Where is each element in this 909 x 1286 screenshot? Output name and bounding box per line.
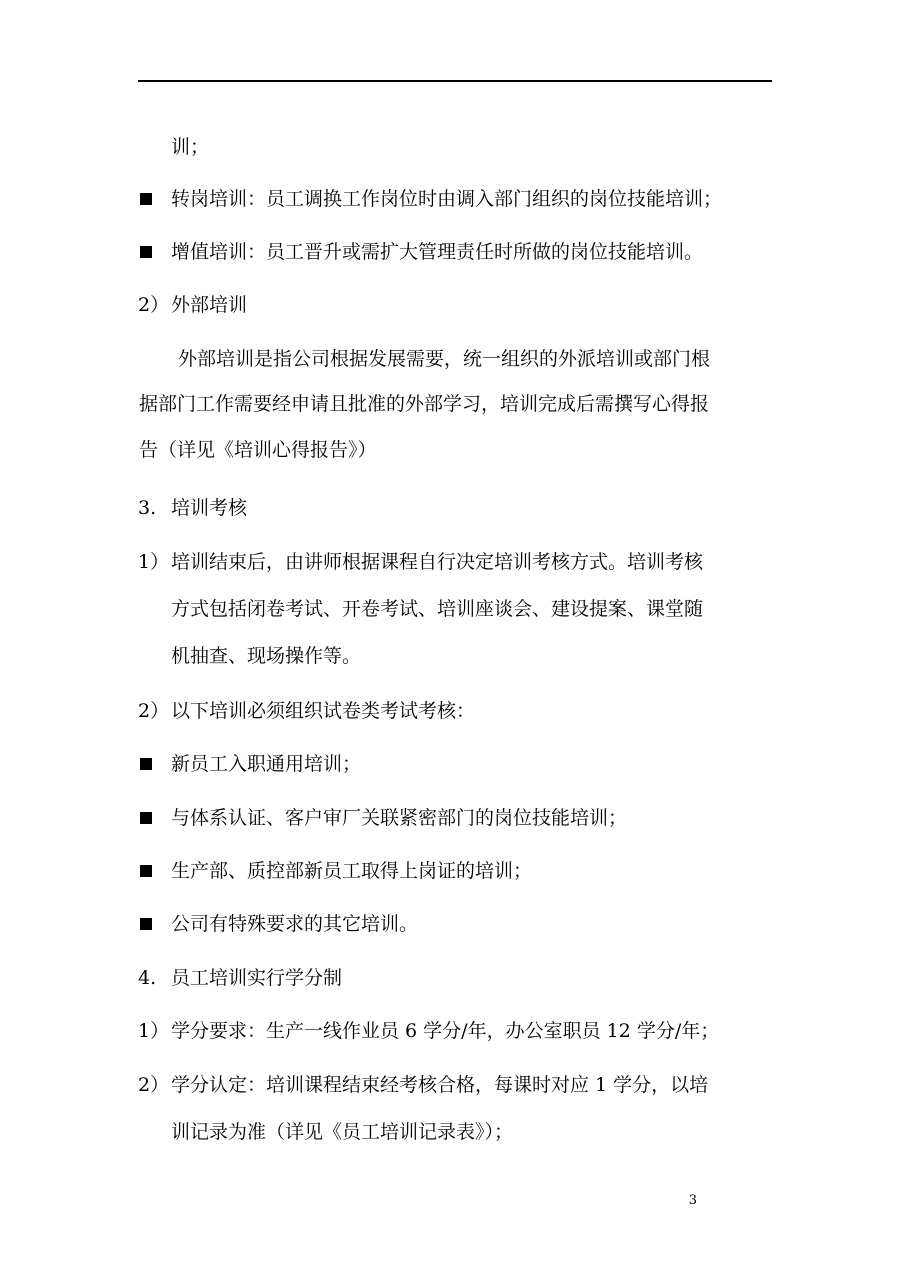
item-text: 员工培训实行学分制 <box>171 967 343 989</box>
item-text: 培训结束后，由讲师根据课程自行决定培训考核方式。培训考核 <box>171 551 704 573</box>
square-bullet-icon <box>140 865 152 877</box>
square-bullet-icon <box>140 918 152 930</box>
item-number: 2） <box>138 1074 170 1096</box>
paragraph-text: 外部培训是指公司根据发展需要，统一组织的外派培训或部门根 <box>178 348 711 370</box>
item-text: 学分认定：培训课程结束经考核合格，每课时对应 1 学分，以培 <box>171 1074 709 1096</box>
square-bullet-icon <box>140 812 152 824</box>
continuation-text: 训； <box>171 136 210 158</box>
item-number: 3. <box>138 497 157 519</box>
bullet-text: 生产部、质控部新员工取得上岗证的培训； <box>171 860 533 882</box>
item-text: 以下培训必须组织试卷类考试考核： <box>171 700 476 722</box>
item-number: 2） <box>138 294 170 316</box>
square-bullet-icon <box>140 246 152 258</box>
square-bullet-icon <box>140 193 152 205</box>
bullet-text: 增值培训：员工晋升或需扩大管理责任时所做的岗位技能培训。 <box>171 241 704 263</box>
item-number: 1） <box>138 1020 170 1042</box>
header-rule <box>138 80 772 82</box>
item-text: 外部培训 <box>171 294 248 316</box>
bullet-text: 公司有特殊要求的其它培训。 <box>171 913 419 935</box>
item-text: 培训考核 <box>171 497 248 519</box>
paragraph-text: 据部门工作需要经申请且批准的外部学习，培训完成后需撰写心得报 <box>139 393 710 415</box>
bullet-text: 转岗培训：员工调换工作岗位时由调入部门组织的岗位技能培训； <box>171 188 723 210</box>
item-number: 1） <box>138 551 170 573</box>
paragraph-text: 告（详见《培训心得报告》） <box>139 439 377 461</box>
item-number: 2） <box>138 700 170 722</box>
item-number: 4. <box>138 967 157 989</box>
page-number: 3 <box>688 1193 697 1208</box>
continuation-text: 机抽查、现场操作等。 <box>171 645 362 667</box>
item-text: 学分要求：生产一线作业员 6 学分/年，办公室职员 12 学分/年； <box>171 1020 720 1042</box>
continuation-text: 训记录为准（详见《员工培训记录表》）； <box>171 1121 514 1143</box>
bullet-text: 新员工入职通用培训； <box>171 753 362 775</box>
bullet-text: 与体系认证、客户审厂关联紧密部门的岗位技能培训； <box>171 807 628 829</box>
square-bullet-icon <box>140 758 152 770</box>
continuation-text: 方式包括闭卷考试、开卷考试、培训座谈会、建设提案、课堂随 <box>171 598 704 620</box>
